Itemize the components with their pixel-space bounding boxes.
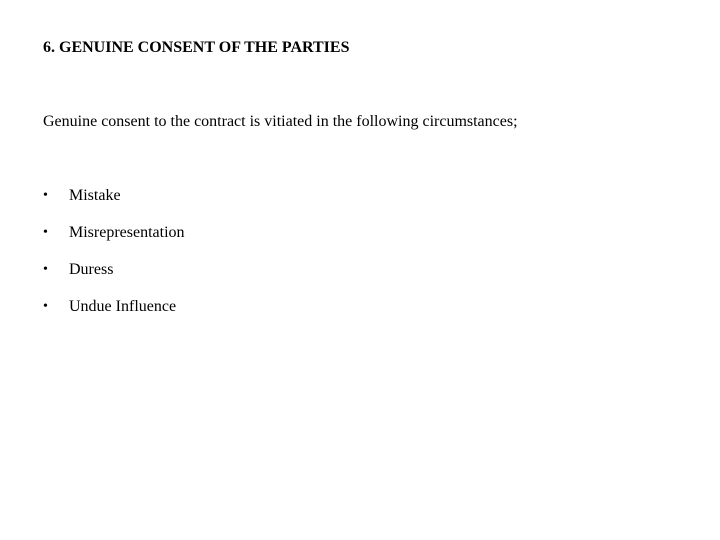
bullet-icon: • (43, 225, 48, 240)
intro-paragraph: Genuine consent to the contract is vitiated in the following circumstances; (43, 113, 518, 130)
list-item-label: Undue Influence (69, 298, 177, 315)
bullet-icon: • (43, 262, 48, 277)
list-item-label: Mistake (69, 187, 121, 204)
bullet-icon: • (43, 299, 48, 314)
list-item-label: Duress (69, 261, 114, 278)
list-item-label: Misrepresentation (69, 224, 185, 241)
bullet-icon: • (43, 188, 48, 203)
section-heading: 6. GENUINE CONSENT OF THE PARTIES (43, 39, 350, 56)
